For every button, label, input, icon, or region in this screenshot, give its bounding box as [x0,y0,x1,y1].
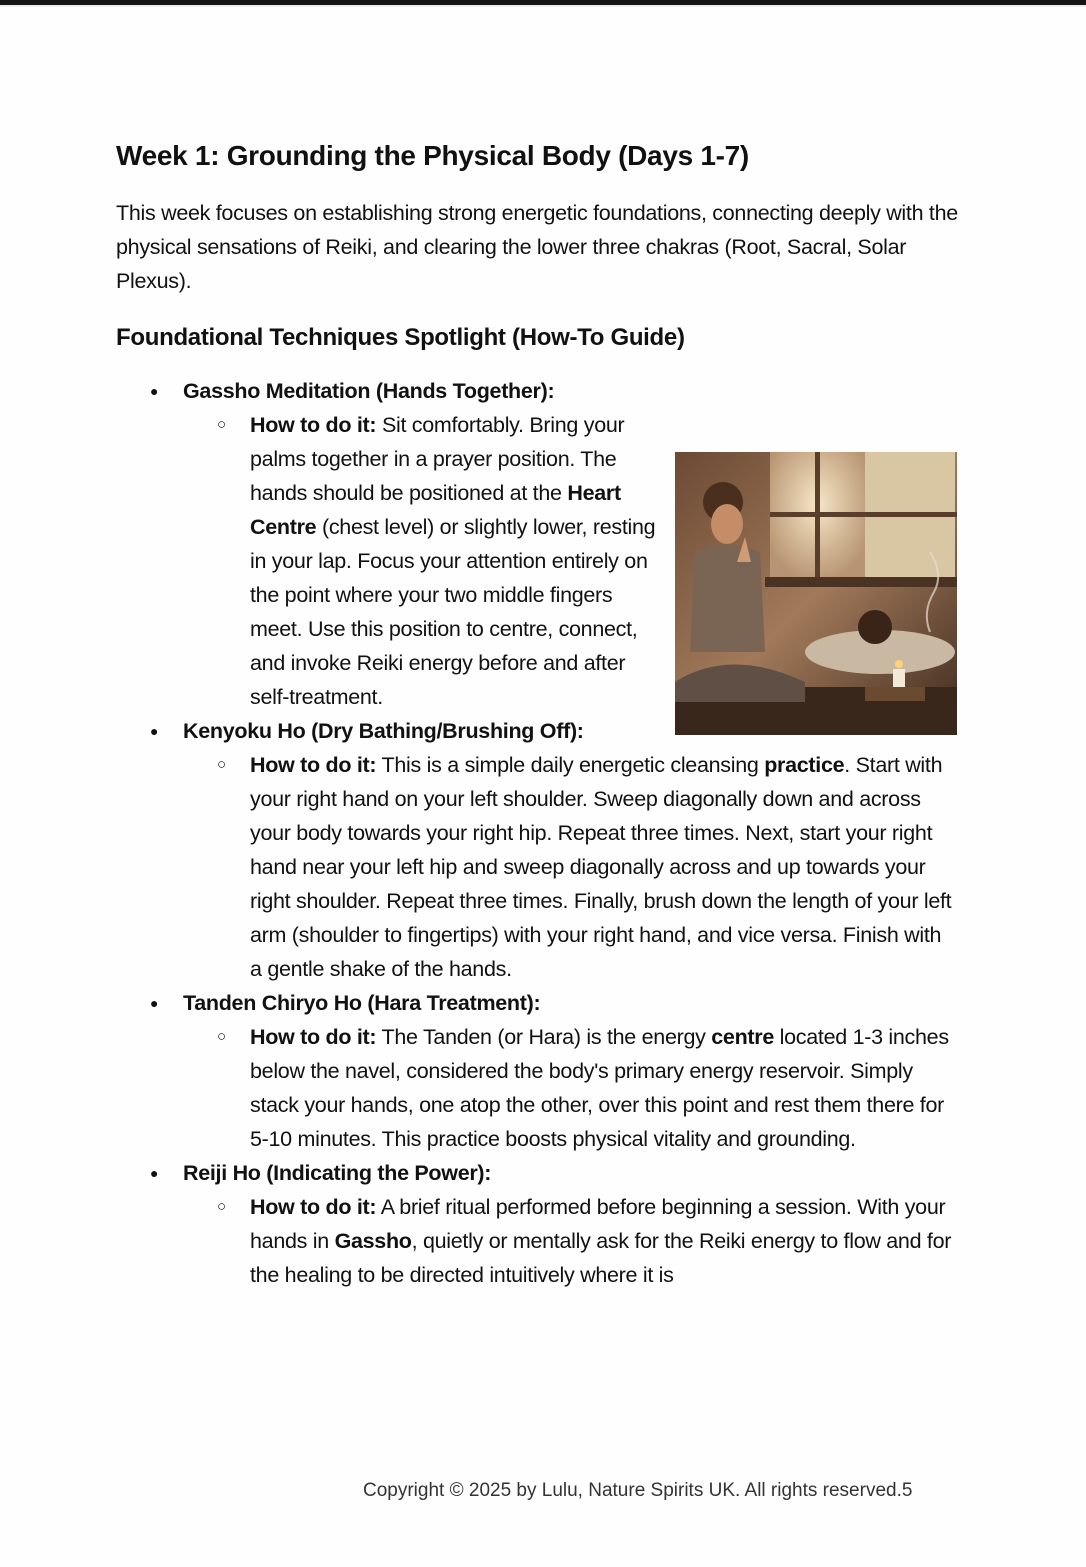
technique-title: ● Reiji Ho (Indicating the Power): [183,1161,492,1185]
text-segment: located 1-3 inches below the navel, considered the body's primary energy reservoir. Simply stack your hands, one atop the other, over this point and rest them there for 5-10 minutes. This practice boosts physical vitality and grounding. [250,1025,949,1151]
text-segment: The Tanden (or Hara) is the energy [376,1025,712,1049]
technique-item [116,1156,958,1292]
bold-text: How to do it: [250,753,377,777]
how-to-text [250,748,958,986]
how-to-item [183,1190,958,1292]
bold-text: centre [711,1025,774,1049]
text-segment: (chest level) or slightly lower, resting in your lap. Focus your attention entirely on the point where your two middle fingers meet. Use this position to centre, connect, and invoke Reiki energy before and after self-treatment. [250,515,656,709]
text-segment: This is a simple daily energetic cleansing [376,753,765,777]
section-heading: Foundational Techniques Spotlight (How-To Guide) [116,324,685,351]
text-segment: , quietly or mentally ask for the Reiki energy to flow and for the healing to be directed intuitively where it is [250,1229,952,1287]
page-footer [363,1480,912,1502]
how-to-text [250,1020,958,1156]
how-to-item [183,748,958,986]
technique-title: ● Gassho Meditation (Hands Together): [183,379,555,403]
bold-text: How to do it: [250,1195,377,1219]
bold-text: How to do it: [250,1025,377,1049]
technique-sublist [183,1190,958,1292]
text-segment: Sit comfortably. Bring your palms together in a prayer position. The hands should be positioned at the [250,413,625,505]
copyright-text: Copyright © 2025 by Lulu, Nature Spirits UK. All rights reserved. [363,1480,902,1501]
technique-sublist [183,1020,958,1156]
text-segment: A brief ritual performed before beginning a session. With your hands in [250,1195,946,1253]
technique-item [116,714,958,986]
bold-text: How to do it: [250,413,377,437]
technique-title: ● Kenyoku Ho (Dry Bathing/Brushing Off): [183,719,584,743]
top-bar-edge [0,5,1086,7]
bold-text: Heart Centre [250,481,621,539]
how-to-text [250,408,660,714]
text-segment: . Start with your right hand on your left shoulder. Sweep diagonally down and across your body towards your right hip. Repeat three times. Next, start your right hand near your left hip and sweep diagonally across and up towards your right shoulder. Repeat three times. Finally, brush down the length of your left arm (shoulder to fingertips) with your right hand, and vice versa. Finish with a gentle shake of the hands. [250,753,952,981]
meditation-illustration [675,452,957,735]
how-to-text [250,1190,958,1292]
how-to-item [183,1020,958,1156]
technique-title: ● Tanden Chiryo Ho (Hara Treatment): [183,991,541,1015]
bold-text: practice [764,753,845,777]
bold-text: Gassho [334,1229,412,1253]
intro-paragraph: This week focuses on establishing strong energetic foundations, connecting deeply with the physical sensations of Reiki, and clearing the lower three chakras (Root, Sacral, Solar Plexus). [116,201,958,293]
technique-item [116,986,958,1156]
technique-sublist [183,748,958,986]
page-title: Week 1: Grounding the Physical Body (Days 1-7) [116,140,749,171]
page-number: 5 [901,1480,913,1501]
